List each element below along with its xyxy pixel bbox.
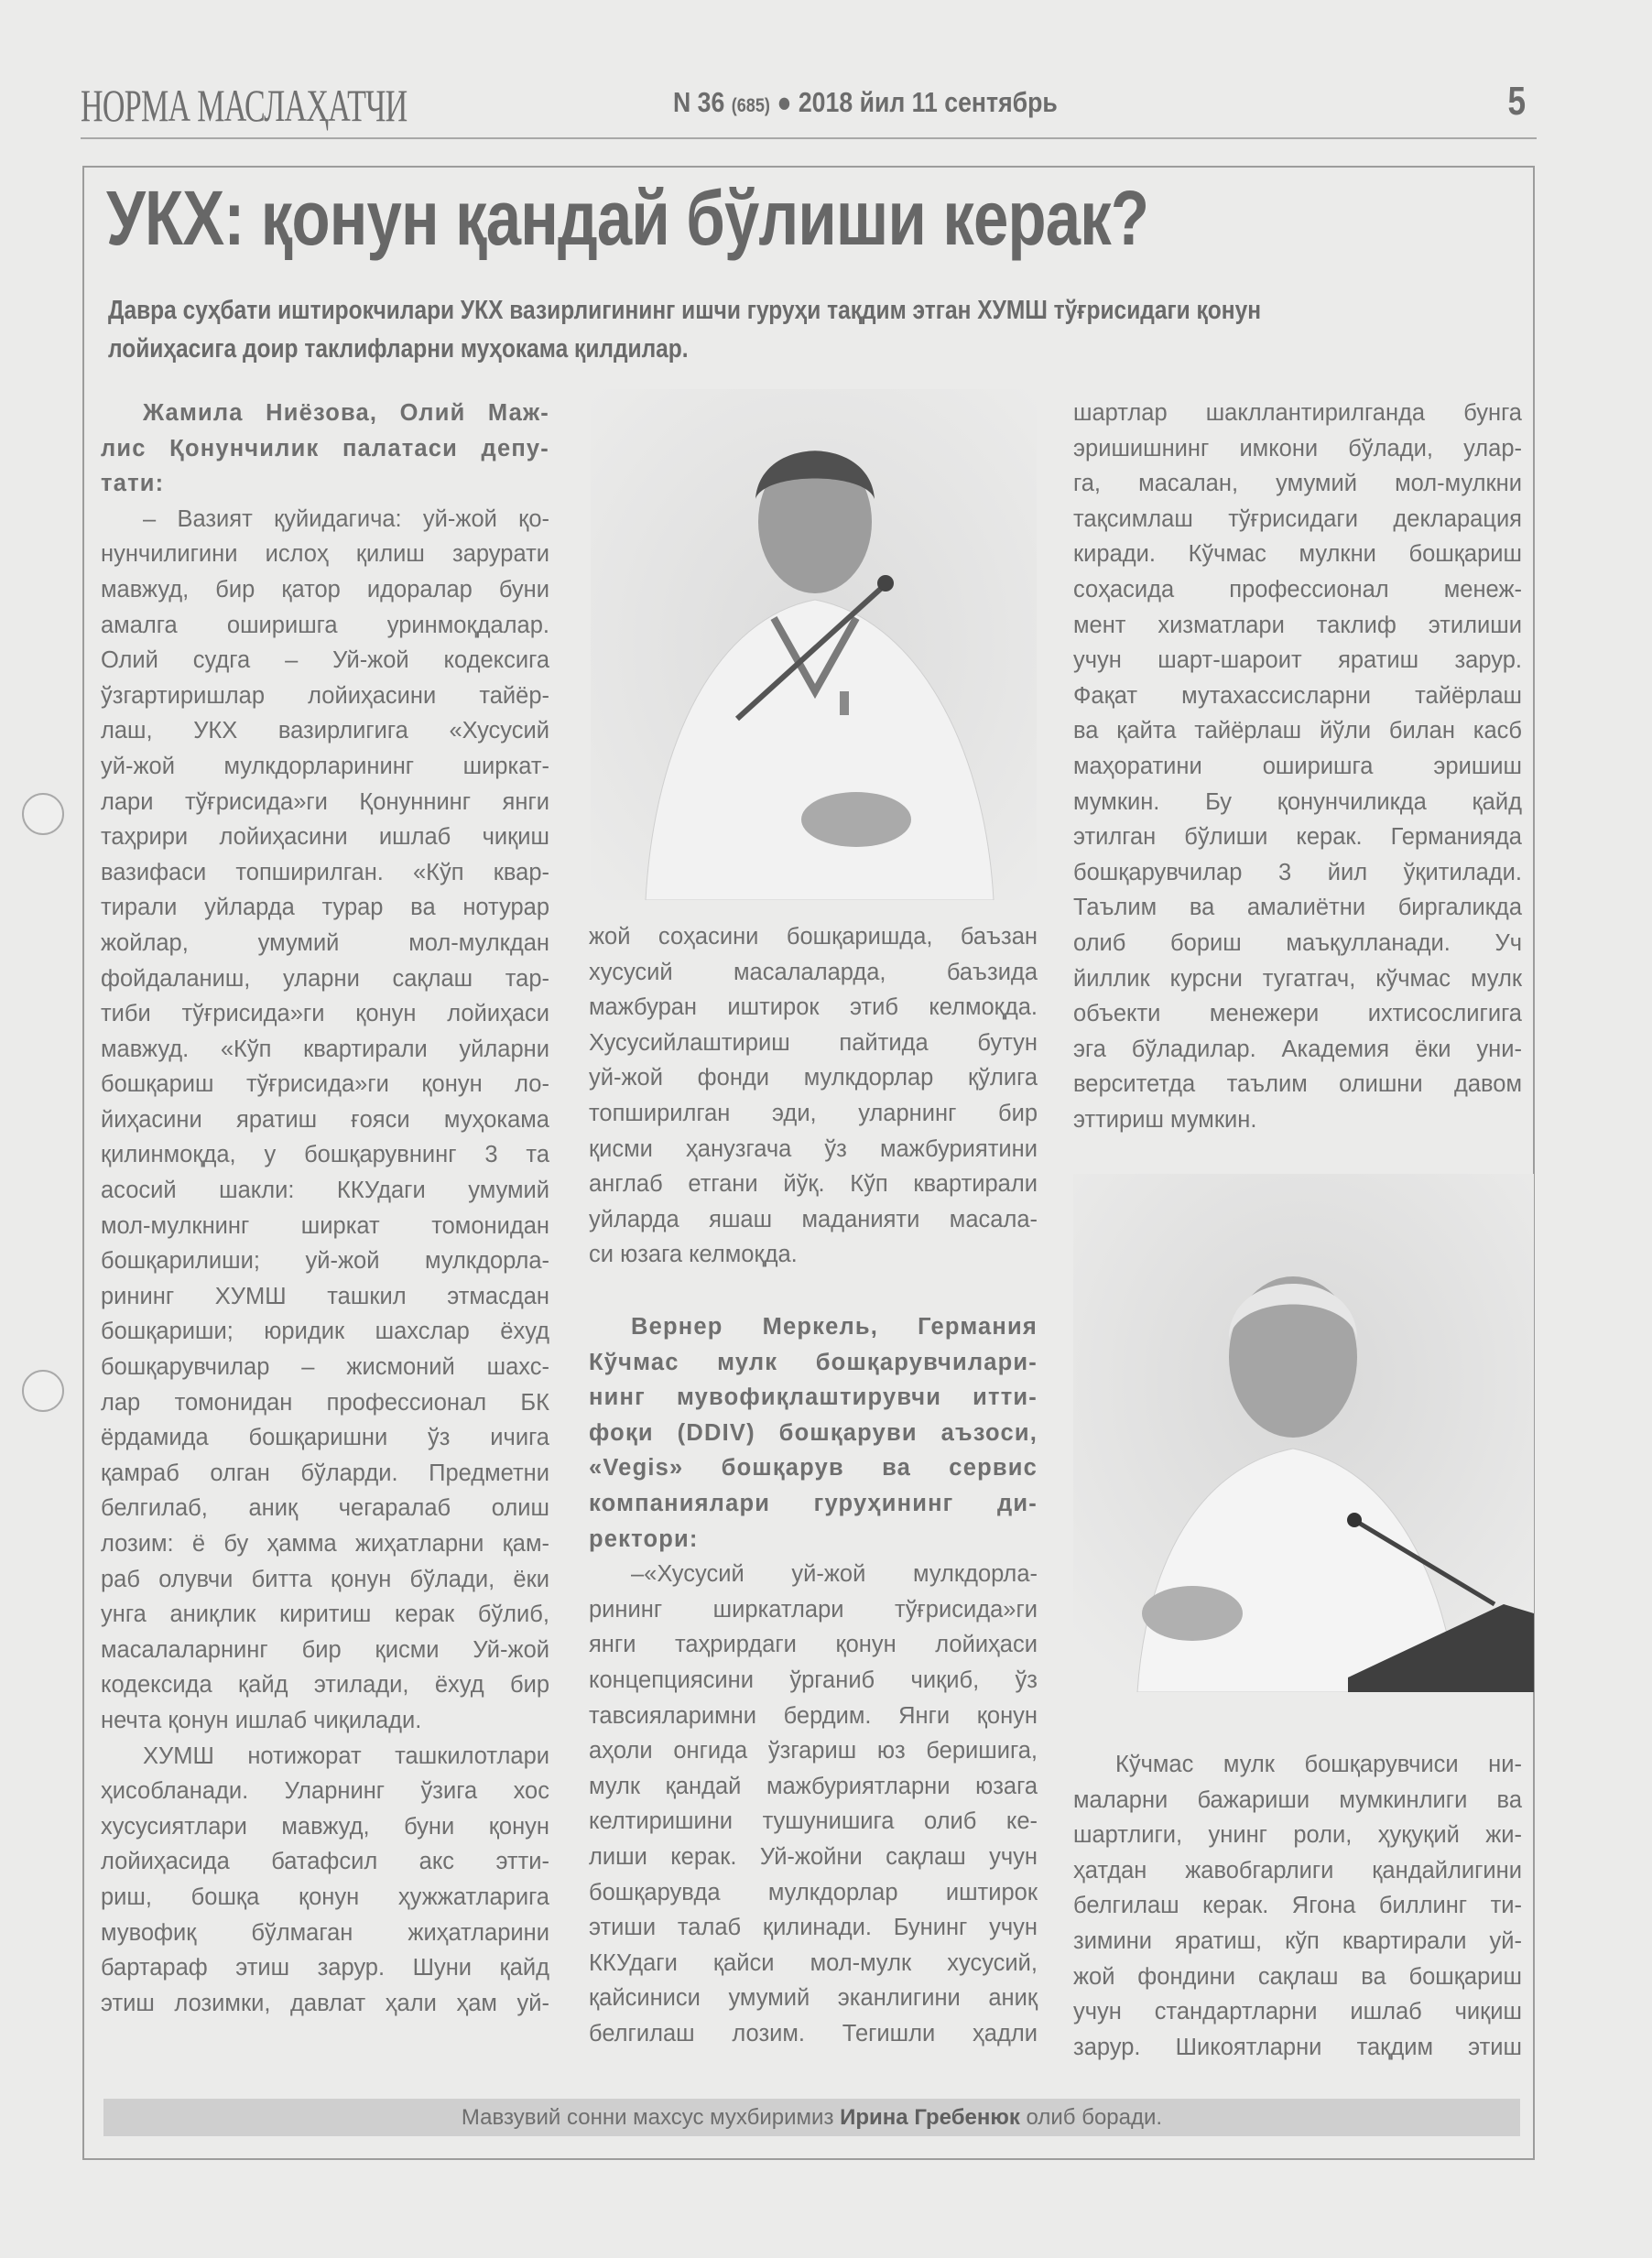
text-line: нинг мувофиқлаштирувчи итти-: [589, 1384, 1038, 1411]
text-line: этиши талаб қилинади. Бунинг учун: [589, 1915, 1038, 1941]
text-line: лар томонидан профессионал БК: [101, 1389, 549, 1416]
text-line: объекти менежери ихтисослигига: [1073, 1001, 1522, 1027]
byline-author: Ирина Гребенюк: [840, 2105, 1020, 2130]
text-line: унга аниқлик киритиш керак бўлиб,: [101, 1601, 549, 1628]
text-line: жойлар, умумий мол-мулкдан: [101, 929, 549, 956]
column-2-top: [589, 919, 1038, 1273]
issue-info: [673, 86, 1058, 119]
text-line: эттириш мумкин.: [1073, 1106, 1257, 1133]
text-line: си юзага келмоқда.: [589, 1242, 798, 1268]
text-line: мувофиқ бўлмаган жиҳатларини: [101, 1919, 549, 1946]
text-line: мент хизматлари таклиф этилиши: [1073, 612, 1522, 638]
issue-number: N 36: [673, 86, 725, 118]
text-line: таҳрири лойиҳасини ишлаб чиқиш: [101, 824, 549, 851]
text-line: белгилаб, аниқ чегаралаб олиш: [101, 1495, 549, 1522]
text-line: йиллик курсни тугатгач, кўчмас мулк: [1073, 965, 1522, 992]
paragraph: [101, 1739, 549, 2022]
text-line: амалга оширишга уринмоқдалар.: [101, 612, 549, 638]
text-line: ва қайта тайёрлаш йўли билан касб: [1073, 718, 1522, 744]
text-line: Жамила Ниёзова, Олий Маж-: [143, 400, 549, 426]
text-line: шартлар шакллантирилганда бунга: [1073, 400, 1522, 426]
photo-speaker-woman: [591, 389, 1037, 900]
text-line: бошқарувчилар – жисмоний шахс-: [101, 1354, 549, 1381]
header-divider: [81, 137, 1537, 139]
text-line: англаб етгани йўқ. Кўп квартирали: [589, 1171, 1038, 1198]
lead-line: лойиҳасига доир таклифларни муҳокама қилдилар.: [108, 334, 689, 364]
text-line: белгилаш керак. Ягона биллинг ти-: [1073, 1893, 1522, 1919]
text-line: –«Хусусий уй-жой мулкдорла-: [631, 1561, 1038, 1588]
text-line: бошқарилиши; уй-жой мулкдорла-: [101, 1248, 549, 1275]
text-line: рининг ширкатлари тўғрисида»ги: [589, 1596, 1038, 1623]
text-line: жой фондини сақлаш ва бошқариш: [1073, 1963, 1522, 1990]
paragraph: [589, 919, 1038, 1273]
text-line: бошқариш тўғрисида»ги қонун ло-: [101, 1071, 549, 1098]
byline-suffix: олиб боради.: [1026, 2105, 1163, 2130]
text-line: рининг ХУМШ ташкил этмасдан: [101, 1283, 549, 1309]
text-line: маҳоратини оширишга эришиш: [1073, 753, 1522, 779]
text-line: ректори:: [589, 1525, 699, 1552]
text-line: йиҳасини яратиш ғояси муҳокама: [101, 1106, 549, 1133]
text-line: компаниялари гуруҳининг ди-: [589, 1490, 1038, 1516]
text-line: лис Қонунчилик палатаси депу-: [101, 435, 549, 461]
text-line: раб олувчи битта қонун бўлади, ёки: [101, 1566, 549, 1592]
column-3-bottom: [1073, 1747, 1522, 2065]
text-line: янги таҳрирдаги қонун лойиҳаси: [589, 1632, 1038, 1658]
text-line: концепциясини ўрганиб чиқиб, ўз: [589, 1666, 1038, 1693]
text-line: асосий шакли: ККУдаги умумий: [101, 1178, 549, 1204]
text-line: зарур. Шикоятларни тақдим этиш: [1073, 2034, 1522, 2060]
text-line: мавжуд, бир қатор идоралар буни: [101, 576, 549, 602]
text-line: тавсияларимни бердим. Янги қонун: [589, 1702, 1038, 1729]
text-line: уй-жой мулкдорларининг ширкат-: [101, 753, 549, 779]
text-line: бартараф этиш зарур. Шуни қайд: [101, 1955, 549, 1981]
text-line: Олий судга – Уй-жой кодексига: [101, 647, 549, 674]
text-line: қисми ҳанузгача ўз мажбуриятини: [589, 1135, 1038, 1162]
photo-speaker-man: [1073, 1174, 1534, 1692]
paragraph: [101, 502, 549, 1739]
text-line: қилинмоқда, у бошқарувнинг 3 та: [101, 1142, 549, 1168]
text-line: эга бўладилар. Академия ёки уни-: [1073, 1036, 1522, 1062]
text-line: верситетда таълим олишни давом: [1073, 1071, 1522, 1098]
text-line: ХУМШ нотижорат ташкилотлари: [143, 1742, 549, 1769]
text-line: Кўчмас мулк бошқарувчиси ни-: [1115, 1752, 1522, 1777]
text-line: олиб бориш маъқулланади. Уч: [1073, 929, 1522, 956]
text-line: белгилаш лозим. Тегишли ҳадли: [589, 2020, 1038, 2046]
text-line: лозим: ё бу ҳамма жиҳатларни қам-: [101, 1531, 549, 1557]
bullet-icon: ●: [777, 86, 792, 118]
text-line: Вернер Меркель, Германия: [631, 1314, 1038, 1340]
speaker-heading: [101, 396, 549, 502]
text-line: бошқарувчилар 3 йил ўқитилади.: [1073, 859, 1522, 885]
text-line: «Vegis» бошқарув ва сервис: [589, 1455, 1038, 1482]
text-line: тирали уйларда турар ва нотурар: [101, 895, 549, 921]
text-line: га, масалан, умумий мол-мулкни: [1073, 471, 1522, 497]
text-line: соҳасида профессионал менеж-: [1073, 576, 1522, 602]
byline-bar: [103, 2099, 1520, 2136]
text-line: келтиришини тушунишига олиб ке-: [589, 1808, 1038, 1835]
text-line: хусусиятлари мавжуд, буни қонун: [101, 1813, 549, 1840]
text-line: фоқи (DDIV) бошқаруви аъзоси,: [589, 1419, 1038, 1446]
text-line: фойдаланиш, уларни сақлаш тар-: [101, 965, 549, 992]
text-line: этилган бўлиши керак. Германияда: [1073, 824, 1522, 851]
page-number: 5: [1507, 79, 1527, 124]
text-line: Таълим ва амалиётни биргаликда: [1073, 895, 1522, 921]
text-line: бошқариши; юридик шахслар ёхуд: [101, 1319, 549, 1345]
text-line: вазифаси топширилган. «Кўп квар-: [101, 859, 549, 885]
text-line: лаш, УКХ вазирлигига «Хусусий: [101, 718, 549, 744]
text-line: ҳисобланади. Уларнинг ўзига хос: [101, 1778, 549, 1805]
text-line: қамраб олган бўларди. Предметни: [101, 1460, 549, 1486]
text-line: этиш лозимки, давлат ҳали ҳам уй-: [101, 1990, 549, 2016]
text-line: ҳатдан жавобгарлиги қандайлигини: [1073, 1857, 1522, 1883]
text-line: учун шарт-шароит яратиш зарур.: [1073, 647, 1522, 674]
lead-line: Давра суҳбати иштирокчилари УКХ вазирлигининг ишчи гуруҳи тақдим этган ХУМШ тўғрисидаги қонун: [108, 296, 1262, 325]
text-line: тиби тўғрисида»ги қонун лойиҳаси: [101, 1001, 549, 1027]
text-line: ёрдамида бошқаришни ўз ичига: [101, 1425, 549, 1451]
text-line: мумкин. Бу қонунчиликда қайд: [1073, 788, 1522, 815]
text-line: уй-жой фонди мулкдорлар қўлига: [589, 1065, 1038, 1091]
text-line: мулк қандай мажбуриятларни юзага: [589, 1773, 1038, 1799]
text-line: лиши керак. Уй-жойни сақлаш учун: [589, 1843, 1038, 1870]
article-title: УКХ: қонун қандай бўлиши керак?: [106, 175, 1149, 261]
text-line: аҳоли онгида ўзгариш юз беришига,: [589, 1738, 1038, 1764]
text-line: қайсиниси умумий эканлигини аниқ: [589, 1985, 1038, 2012]
text-line: топширилган эди, уларнинг бир: [589, 1100, 1038, 1126]
column-3-top: [1073, 396, 1522, 1137]
column-1: [101, 396, 549, 2021]
paragraph: [1073, 396, 1522, 1137]
paragraph: [589, 1557, 1038, 2051]
text-line: эришишнинг имкони бўлади, улар-: [1073, 435, 1522, 461]
text-line: зимини яратиш, кўп квартирали уй-: [1073, 1927, 1522, 1954]
text-line: лойиҳасида батафсил акс этти-: [101, 1849, 549, 1875]
text-line: учун стандартларни ишлаб чиқиш: [1073, 1999, 1522, 2025]
text-line: Фақат мутахассисларни тайёрлаш: [1073, 682, 1522, 709]
text-line: мол-мулкнинг ширкат томонидан: [101, 1212, 549, 1239]
text-line: Кўчмас мулк бошқарувчилари-: [589, 1349, 1038, 1375]
newspaper-logo: НОРМА МАСЛАҲАТЧИ: [81, 80, 408, 131]
text-line: риш, бошқа қонун ҳужжатларига: [101, 1883, 549, 1910]
text-line: нечта қонун ишлаб чиқилади.: [101, 1707, 422, 1733]
text-line: мажбуран иштирок этиб келмоқда.: [589, 994, 1038, 1021]
text-line: – Вазият қуйидагича: уй-жой қо-: [143, 505, 549, 532]
text-line: кодексида қайд этилади, ёхуд бир: [101, 1672, 549, 1699]
text-line: мавжуд. «Кўп квартирали уйларни: [101, 1036, 549, 1062]
text-line: киради. Кўчмас мулкни бошқариш: [1073, 541, 1522, 568]
text-line: хусусий масалаларда, баъзида: [589, 959, 1038, 985]
text-line: ККУдаги қайси мол-мулк хусусий,: [589, 1949, 1038, 1976]
issue-date: 2018 йил 11 сентябрь: [798, 86, 1058, 118]
text-line: тақсимлаш тўғрисидаги декларация: [1073, 505, 1522, 532]
issue-total: (685): [731, 95, 770, 116]
article-lead: [108, 291, 1261, 368]
text-line: тати:: [101, 471, 165, 497]
text-line: нунчилигини ислоҳ қилиш зарурати: [101, 541, 549, 568]
text-line: бошқарувда мулкдорлар иштирок: [589, 1879, 1038, 1905]
text-line: шартлиги, унинг роли, ҳуқуқий жи-: [1073, 1822, 1522, 1849]
byline-prefix: Мавзувий сонни махсус мухбиримиз: [461, 2105, 834, 2130]
text-line: лари тўғрисида»ги Қонуннинг янги: [101, 788, 549, 815]
text-line: жой соҳасини бошқаришда, баъзан: [589, 924, 1038, 950]
text-line: Хусусийлаштириш пайтида бутун: [589, 1029, 1038, 1056]
punch-hole-icon: [22, 1370, 64, 1412]
paragraph: [1073, 1747, 1522, 2065]
text-line: маларни бажариши мумкинлиги ва: [1073, 1786, 1522, 1813]
column-2-bottom: [589, 1309, 1038, 2051]
text-line: ўзгартиришлар лойиҳасини тайёр-: [101, 682, 549, 709]
punch-hole-icon: [22, 793, 64, 835]
speaker-heading: [589, 1309, 1038, 1557]
text-line: масалаларнинг бир қисми Уй-жой: [101, 1636, 549, 1663]
text-line: уйларда яшаш маданияти масала-: [589, 1206, 1038, 1232]
